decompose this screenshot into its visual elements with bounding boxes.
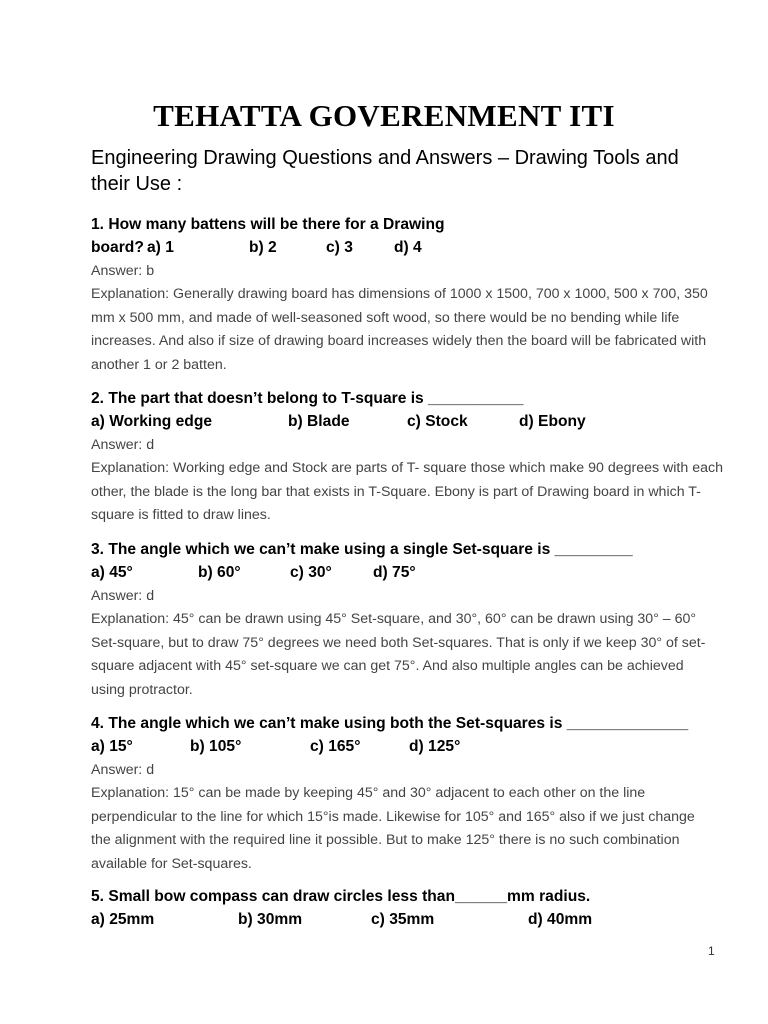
question-5-options <box>91 908 731 931</box>
question-3-explanation: Explanation: 45° can be drawn using 45° Set-square, and 30°, 60° can be drawn using 30° – 60° Set-square, but to draw 75° degrees we need both Set-squares. That is only if we keep 30° of set-square adjacent with 45° set-square we can get 75°. And also multiple angles can be achieved using protractor. <box>91 611 706 698</box>
question-3-option-a: a) 45° <box>91 564 133 581</box>
question-5-option-a: a) 25mm <box>91 911 155 928</box>
question-1-prefix: board? <box>91 239 144 256</box>
question-5 <box>91 885 731 931</box>
question-2 <box>91 387 731 528</box>
question-4-text: 4. The angle which we can’t make using both the Set-squares is ______________ <box>91 715 689 732</box>
question-5-option-c: c) 35mm <box>371 911 435 928</box>
question-4-option-a: a) 15° <box>91 738 133 755</box>
question-3-options <box>91 561 731 584</box>
question-4-answer: Answer: d <box>91 762 155 778</box>
question-1-option-b: b) 2 <box>249 239 277 256</box>
question-4 <box>91 712 731 876</box>
question-4-explanation: Explanation: 15° can be made by keeping 45° and 30° adjacent to each other on the line perpendicular to the line for which 15°is made. Likewise for 105° and 165° also if we just change the alignment with the required line it possible. But to make 125° there is no such combination available for Set-squares. <box>91 785 695 872</box>
question-3-answer: Answer: d <box>91 588 155 604</box>
question-3-option-d: d) 75° <box>373 564 416 581</box>
question-1-explanation: Explanation: Generally drawing board has dimensions of 1000 x 1500, 700 x 1000, 500 x 700, 350 mm x 500 mm, and made of well-seasoned soft wood, so there would be no bending while life increases. And also if size of drawing board increases widely then the board will be fabricated with another 1 or 2 batten. <box>91 286 708 373</box>
question-3-option-c: c) 30° <box>290 564 332 581</box>
question-1 <box>91 213 731 377</box>
question-3-option-b: b) 60° <box>198 564 241 581</box>
question-1-option-d: d) 4 <box>394 239 422 256</box>
question-4-options <box>91 735 731 758</box>
question-2-option-a: a) Working edge <box>91 413 213 430</box>
document-title: TEHATTA GOVERENMENT ITI <box>153 98 615 133</box>
page-number: 1 <box>708 944 715 958</box>
question-3-text: 3. The angle which we can’t make using a single Set-square is _________ <box>91 541 633 558</box>
question-1-option-c: c) 3 <box>326 239 353 256</box>
document-subtitle: Engineering Drawing Questions and Answers – Drawing Tools and their Use : <box>91 147 679 195</box>
question-2-option-c: c) Stock <box>407 413 468 430</box>
question-2-text: 2. The part that doesn’t belong to T-square is ___________ <box>91 390 524 407</box>
question-1-answer: Answer: b <box>91 263 155 279</box>
question-2-explanation: Explanation: Working edge and Stock are parts of T- square those which make 90 degrees with each other, the blade is the long bar that exists in T-Square. Ebony is part of Drawing board in which T-square is fitted to draw lines. <box>91 460 723 523</box>
question-2-answer: Answer: d <box>91 437 155 453</box>
question-4-option-d: d) 125° <box>409 738 461 755</box>
question-4-option-c: c) 165° <box>310 738 361 755</box>
question-4-option-b: b) 105° <box>190 738 242 755</box>
question-3 <box>91 538 731 702</box>
question-2-option-d: d) Ebony <box>519 413 586 430</box>
question-1-text: 1. How many battens will be there for a Drawing <box>91 216 445 233</box>
question-5-option-b: b) 30mm <box>238 911 303 928</box>
question-2-option-b: b) Blade <box>288 413 350 430</box>
question-5-text: 5. Small bow compass can draw circles less than______mm radius. <box>91 888 591 905</box>
question-1-options <box>91 236 731 259</box>
question-5-option-d: d) 40mm <box>528 911 593 928</box>
question-1-option-a: a) 1 <box>147 239 174 256</box>
question-2-options <box>91 410 731 433</box>
